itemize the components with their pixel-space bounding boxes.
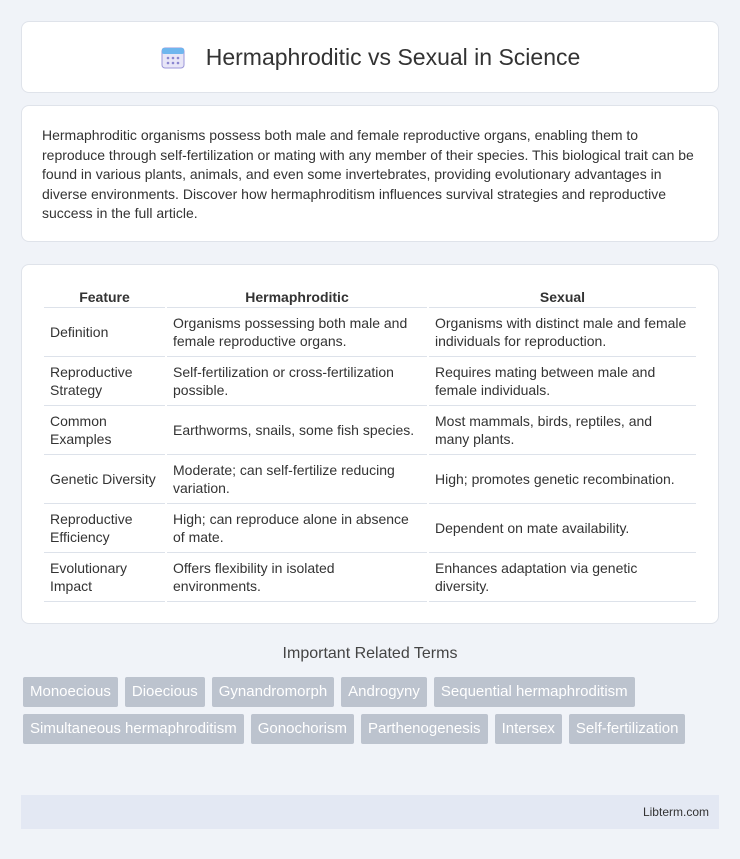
table-row xyxy=(44,406,696,455)
title-card xyxy=(21,21,719,93)
header-feature: Feature xyxy=(44,285,165,308)
comparison-table-card xyxy=(21,264,719,624)
table-row xyxy=(44,308,696,357)
hermaphroditic-cell: Self-fertilization or cross-fertilization possible. xyxy=(167,357,427,406)
hermaphroditic-cell: Offers flexibility in isolated environments. xyxy=(167,553,427,602)
related-term-tag[interactable]: Simultaneous hermaphroditism xyxy=(23,714,244,744)
sexual-cell: High; promotes genetic recombination. xyxy=(429,455,696,504)
intro-text: Hermaphroditic organisms possess both male and female reproductive organs, enabling them to reproduce through self-fertilization or mating with any member of their species. This biological trait can be found in various plants, animals, and even some invertebrates, providing evolutionary advantages in diverse environments. Discover how hermaphroditism influences survival strategies and reproductive success in the full article. xyxy=(42,127,694,221)
calendar-icon xyxy=(160,44,186,70)
related-term-tag[interactable]: Intersex xyxy=(495,714,562,744)
feature-cell: Common Examples xyxy=(44,406,165,455)
hermaphroditic-cell: High; can reproduce alone in absence of mate. xyxy=(167,504,427,553)
related-term-tag[interactable]: Gynandromorph xyxy=(212,677,334,707)
footer xyxy=(21,795,719,829)
intro-card xyxy=(21,105,719,242)
feature-cell: Reproductive Strategy xyxy=(44,357,165,406)
related-term-tag[interactable]: Self-fertilization xyxy=(569,714,686,744)
sexual-cell: Requires mating between male and female individuals. xyxy=(429,357,696,406)
related-term-tag[interactable]: Dioecious xyxy=(125,677,205,707)
header-sexual: Sexual xyxy=(429,285,696,308)
related-term-tag[interactable]: Sequential hermaphroditism xyxy=(434,677,635,707)
feature-cell: Evolutionary Impact xyxy=(44,553,165,602)
footer-site-link[interactable]: Libterm.com xyxy=(642,805,709,819)
table-row xyxy=(44,553,696,602)
page-title: Hermaphroditic vs Sexual in Science xyxy=(205,43,581,70)
hermaphroditic-cell: Organisms possessing both male and female reproductive organs. xyxy=(167,308,427,357)
table-row xyxy=(44,455,696,504)
header-hermaphroditic: Hermaphroditic xyxy=(167,285,427,308)
hermaphroditic-cell: Earthworms, snails, some fish species. xyxy=(167,406,427,455)
table-row xyxy=(44,357,696,406)
sexual-cell: Enhances adaptation via genetic diversity. xyxy=(429,553,696,602)
related-term-tag[interactable]: Androgyny xyxy=(341,677,427,707)
comparison-table xyxy=(42,285,698,602)
related-term-tag[interactable]: Monoecious xyxy=(23,677,118,707)
hermaphroditic-cell: Moderate; can self-fertilize reducing variation. xyxy=(167,455,427,504)
sexual-cell: Organisms with distinct male and female individuals for reproduction. xyxy=(429,308,696,357)
related-terms-list xyxy=(23,677,703,751)
feature-cell: Definition xyxy=(44,308,165,357)
sexual-cell: Most mammals, birds, reptiles, and many plants. xyxy=(429,406,696,455)
related-term-tag[interactable]: Gonochorism xyxy=(251,714,354,744)
table-header-row xyxy=(44,285,696,308)
table-row xyxy=(44,504,696,553)
related-term-tag[interactable]: Parthenogenesis xyxy=(361,714,488,744)
sexual-cell: Dependent on mate availability. xyxy=(429,504,696,553)
feature-cell: Genetic Diversity xyxy=(44,455,165,504)
feature-cell: Reproductive Efficiency xyxy=(44,504,165,553)
related-terms-title: Important Related Terms xyxy=(282,645,458,662)
